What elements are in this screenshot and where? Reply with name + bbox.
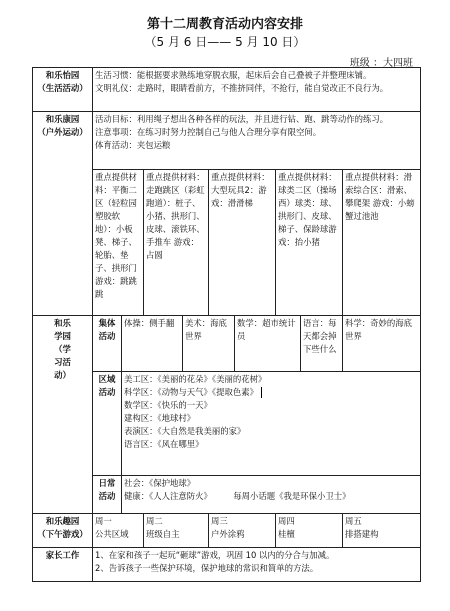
group-item: 科学：奇妙的海底世界 xyxy=(343,316,421,372)
date-range: （5 月 6 日—— 5 月 10 日） xyxy=(144,35,306,49)
group-item: 数学：超市统计员 xyxy=(235,316,301,372)
life-content xyxy=(93,68,421,112)
afternoon-day-cell xyxy=(209,514,276,548)
daily-content xyxy=(122,476,421,514)
learning-label: 动） xyxy=(54,370,71,380)
family-label: 家长工作 xyxy=(33,548,93,582)
afternoon-day-cell xyxy=(276,514,343,548)
day-name: 周二 xyxy=(146,516,163,526)
group-activity-row xyxy=(33,316,421,372)
day-game: 户外涂鸦 xyxy=(211,529,245,539)
group-item: 体操：侧手翻 xyxy=(122,316,183,372)
outdoor-line: 活动目标：利用绳子想出各种各样的玩法，并且进行钻、跑、跳等动作的练习。 xyxy=(95,114,389,124)
learning-label: 习活 xyxy=(54,357,71,367)
station-cell: 重点提供材料：滑索综合区：滑索、攀爬架 游戏：小螃蟹过池池 xyxy=(343,170,421,316)
outdoor-line: 体育活动：夹包运粮 xyxy=(95,140,171,150)
daily-label-cell xyxy=(93,476,122,514)
outdoor-line: 注意事项：在练习时努力控制自己与他人合理分享有限空间。 xyxy=(95,127,322,137)
text-cursor xyxy=(261,387,262,398)
area-line: 建构区：《地球村》 xyxy=(124,413,196,423)
group-item: 美术：海底世界 xyxy=(183,316,235,372)
life-sub: （生活活动） xyxy=(37,83,88,93)
area-line: 美工区：《美丽的花朵》《美丽的花树》 xyxy=(124,374,267,384)
page-title: 第十二周教育活动内容安排 xyxy=(146,17,303,32)
outdoor-row xyxy=(33,112,421,170)
class-label: 班级 ：大四班 xyxy=(349,58,413,69)
afternoon-sub: （下午游戏） xyxy=(37,529,88,539)
day-name: 周四 xyxy=(278,516,295,526)
family-line: 2、告诉孩子一些保护环境，保护地球的常识和简单的方法。 xyxy=(95,563,319,573)
area-line: 表演区：《大自然是我美丽的家》 xyxy=(124,426,246,436)
area-line: 语言区：《风在哪里》 xyxy=(124,439,204,449)
group-label: 集体 xyxy=(98,318,116,328)
group-item: 语言：每天都会掉下些什么 xyxy=(301,316,343,372)
life-line: 文明礼仪：走路时，眼睛看前方，不推挤同伴，不抢行，能自觉改正不良行为。 xyxy=(95,83,389,93)
life-line: 生活习惯：能根据要求熟练地穿脱衣服，起床后会自己叠被子并整理床铺。 xyxy=(95,70,372,80)
outdoor-sub: （户外运动） xyxy=(37,127,88,137)
outdoor-label: 和乐康园 xyxy=(45,114,80,124)
family-row xyxy=(33,548,421,582)
area-content xyxy=(122,372,421,476)
group-label: 活动 xyxy=(98,331,116,341)
life-label: 和乐怡园 xyxy=(45,70,80,80)
day-game: 桂檀 xyxy=(278,529,295,539)
afternoon-label-cell xyxy=(33,514,93,548)
afternoon-day-cell xyxy=(144,514,209,548)
learning-label: （学 xyxy=(54,344,71,354)
day-name: 周三 xyxy=(211,516,228,526)
day-game: 班级自主 xyxy=(146,529,180,539)
afternoon-day-cell xyxy=(93,514,144,548)
station-cell: 重点提供材料：球类二区（操场西）球类：球、拱形门、皮球、梯子、保龄球游戏：抬小猪 xyxy=(276,170,343,316)
area-label: 活动 xyxy=(98,387,116,397)
afternoon-row xyxy=(33,514,421,548)
learning-label: 学园 xyxy=(54,331,71,341)
daily-label: 活动 xyxy=(98,491,116,501)
daily-line: 健康：《人人注意防火》 每周小话题《我是环保小卫士》 xyxy=(124,491,351,501)
schedule-table xyxy=(32,67,421,582)
learning-label-cell xyxy=(33,316,93,514)
station-cell: 重点提供材料：大型玩具2：游戏：滑滑梯 xyxy=(209,170,276,316)
area-label-cell xyxy=(93,372,122,476)
life-label-cell xyxy=(33,68,93,112)
day-name: 周一 xyxy=(95,516,112,526)
life-row xyxy=(33,68,421,112)
station-cell: 重点提供材料：平衡二区（轻粒园塑胶软地）：小板凳、梯子、轮胎、垫子、拱形门 游戏：跳跳跳 xyxy=(93,170,144,316)
daily-label: 日常 xyxy=(98,478,116,488)
area-line xyxy=(124,386,418,399)
day-game: 排搭建构 xyxy=(345,529,379,539)
family-line: 1、在家和孩子一起玩“砸球”游戏，巩固 10 以内的分合与加减。 xyxy=(95,550,335,560)
family-content xyxy=(93,548,421,582)
area-line: 数学区：《快乐的一天》 xyxy=(124,400,212,410)
day-game: 公共区域 xyxy=(95,529,129,539)
day-name: 周五 xyxy=(345,516,362,526)
area-label: 区域 xyxy=(98,374,116,384)
station-cell: 重点提供材料：走跑跳区（彩虹跑道）：桩子、小猪、拱形门、皮球、滚铁环、手推车 游戏：占圆 xyxy=(144,170,209,316)
area-text: 科学区：《动物与天气》《提取色素》 xyxy=(124,387,258,397)
outdoor-content xyxy=(93,112,421,170)
daily-line: 社会：《保护地球》 xyxy=(124,478,196,488)
afternoon-day-cell xyxy=(343,514,421,548)
afternoon-label: 和乐趣园 xyxy=(45,516,80,526)
outdoor-label-cell xyxy=(33,112,93,316)
learning-label: 和乐 xyxy=(54,318,71,328)
group-label-cell xyxy=(93,316,122,372)
